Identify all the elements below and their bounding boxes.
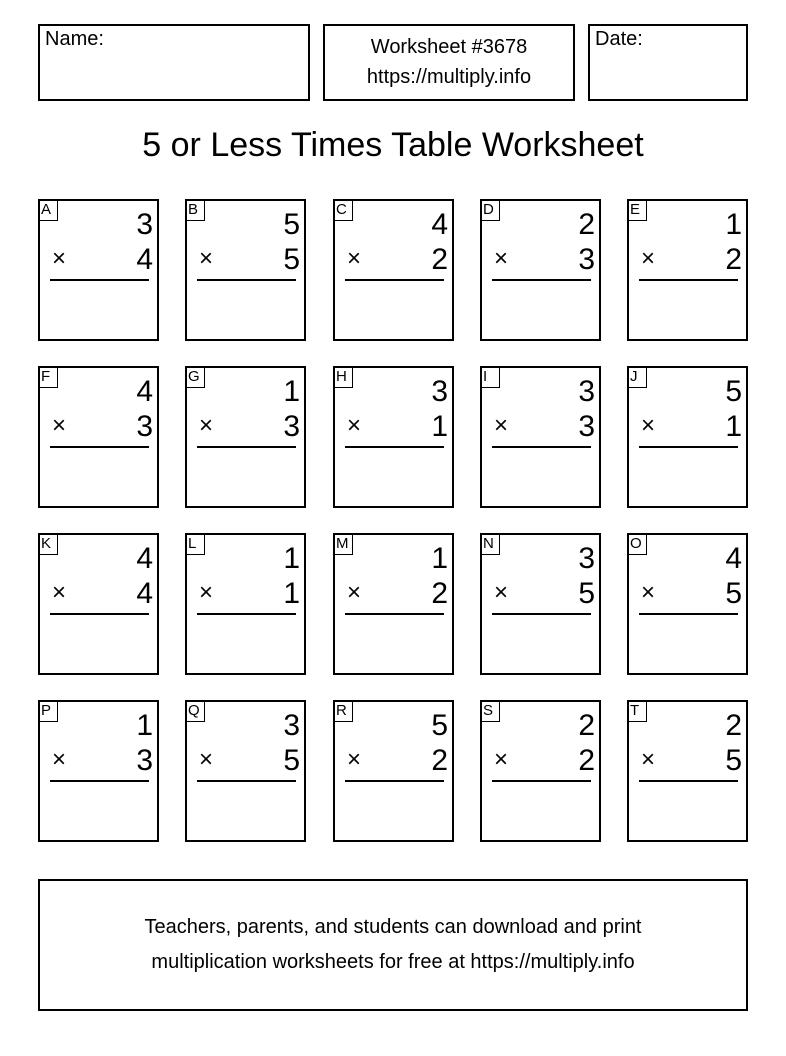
name-field-box[interactable]	[38, 24, 310, 101]
problem-card[interactable]	[38, 700, 159, 842]
times-sign: ×	[347, 412, 362, 439]
problem-card[interactable]	[333, 366, 454, 508]
answer-line	[639, 780, 738, 782]
problem-card[interactable]	[38, 533, 159, 675]
times-sign: ×	[52, 245, 67, 272]
answer-line	[492, 446, 591, 448]
problem-letter: S	[481, 701, 500, 722]
multiplicand: 1	[283, 375, 300, 408]
multiplier: 2	[431, 577, 448, 610]
multiplicand: 2	[578, 709, 595, 742]
footer-text-line-1: Teachers, parents, and students can download and print	[144, 916, 642, 938]
multiplicand: 4	[431, 208, 448, 241]
multiplier: 2	[578, 744, 595, 777]
multiplicand: 2	[578, 208, 595, 241]
times-sign: ×	[52, 412, 67, 439]
answer-line	[50, 780, 149, 782]
problem-card[interactable]	[38, 366, 159, 508]
times-sign: ×	[199, 412, 214, 439]
problem-letter: R	[334, 701, 353, 722]
times-sign: ×	[641, 245, 656, 272]
date-field-box[interactable]	[588, 24, 748, 101]
worksheet-number: Worksheet #3678	[370, 36, 528, 58]
date-label: Date:	[595, 28, 643, 50]
times-sign: ×	[641, 412, 656, 439]
problem-letter: G	[186, 367, 205, 388]
problem-letter: K	[39, 534, 58, 555]
problem-letter: B	[186, 200, 205, 221]
times-sign: ×	[494, 746, 509, 773]
multiplicand: 3	[578, 542, 595, 575]
answer-line	[639, 279, 738, 281]
multiplier: 3	[283, 410, 300, 443]
times-sign: ×	[347, 746, 362, 773]
multiplicand: 4	[136, 542, 153, 575]
answer-line	[345, 613, 444, 615]
answer-line	[492, 279, 591, 281]
problem-card[interactable]	[185, 199, 306, 341]
multiplier: 3	[578, 243, 595, 276]
multiplicand: 5	[725, 375, 742, 408]
problem-letter: M	[334, 534, 353, 555]
problem-letter: P	[39, 701, 58, 722]
problem-card[interactable]	[333, 199, 454, 341]
problem-card[interactable]	[627, 366, 748, 508]
times-sign: ×	[199, 746, 214, 773]
problem-letter: N	[481, 534, 500, 555]
problem-card[interactable]	[480, 700, 601, 842]
multiplicand: 1	[725, 208, 742, 241]
answer-line	[50, 279, 149, 281]
multiplicand: 4	[136, 375, 153, 408]
problem-card[interactable]	[333, 533, 454, 675]
problem-letter: L	[186, 534, 205, 555]
multiplicand: 5	[283, 208, 300, 241]
multiplier: 2	[725, 243, 742, 276]
multiplier: 2	[431, 243, 448, 276]
problem-letter: O	[628, 534, 647, 555]
times-sign: ×	[347, 245, 362, 272]
times-sign: ×	[52, 579, 67, 606]
multiplier: 3	[136, 410, 153, 443]
multiplicand: 2	[725, 709, 742, 742]
problem-letter: D	[481, 200, 500, 221]
multiplier: 1	[725, 410, 742, 443]
multiplier: 5	[725, 744, 742, 777]
answer-line	[50, 446, 149, 448]
answer-line	[197, 780, 296, 782]
multiplicand: 3	[578, 375, 595, 408]
multiplier: 5	[578, 577, 595, 610]
answer-line	[639, 446, 738, 448]
times-sign: ×	[494, 579, 509, 606]
multiplier: 5	[283, 744, 300, 777]
multiplier: 3	[136, 744, 153, 777]
times-sign: ×	[199, 579, 214, 606]
times-sign: ×	[494, 412, 509, 439]
multiplier: 4	[136, 577, 153, 610]
answer-line	[197, 446, 296, 448]
problem-letter: C	[334, 200, 353, 221]
times-sign: ×	[494, 245, 509, 272]
name-label: Name:	[45, 28, 104, 50]
times-sign: ×	[52, 746, 67, 773]
multiplicand: 5	[431, 709, 448, 742]
multiplier: 5	[283, 243, 300, 276]
answer-line	[345, 446, 444, 448]
multiplier: 1	[283, 577, 300, 610]
problem-letter: F	[39, 367, 58, 388]
problem-letter: H	[334, 367, 353, 388]
multiplier: 1	[431, 410, 448, 443]
multiplicand: 3	[431, 375, 448, 408]
problem-card[interactable]	[627, 199, 748, 341]
footer-box	[38, 879, 748, 1011]
problem-card[interactable]	[480, 199, 601, 341]
problem-letter: T	[628, 701, 647, 722]
answer-line	[492, 780, 591, 782]
problem-card[interactable]	[38, 199, 159, 341]
problem-letter: E	[628, 200, 647, 221]
multiplicand: 1	[136, 709, 153, 742]
times-sign: ×	[641, 746, 656, 773]
answer-line	[345, 279, 444, 281]
problem-card[interactable]	[627, 533, 748, 675]
problem-letter: J	[628, 367, 647, 388]
multiplicand: 4	[725, 542, 742, 575]
problem-card[interactable]	[333, 700, 454, 842]
problem-card[interactable]	[185, 533, 306, 675]
worksheet-title: 5 or Less Times Table Worksheet	[142, 126, 644, 164]
answer-line	[197, 279, 296, 281]
worksheet-info-box	[323, 24, 575, 101]
multiplicand: 3	[136, 208, 153, 241]
multiplier: 2	[431, 744, 448, 777]
multiplicand: 1	[283, 542, 300, 575]
problem-card[interactable]	[185, 700, 306, 842]
worksheet-url: https://multiply.info	[366, 66, 532, 88]
answer-line	[345, 780, 444, 782]
problem-letter: A	[39, 200, 58, 221]
problem-grid	[38, 199, 748, 842]
times-sign: ×	[641, 579, 656, 606]
footer-text-line-2: multiplication worksheets for free at https://multiply.info	[151, 951, 635, 973]
multiplier: 3	[578, 410, 595, 443]
answer-line	[492, 613, 591, 615]
answer-line	[639, 613, 738, 615]
problem-letter: I	[481, 367, 500, 388]
problem-card[interactable]	[185, 366, 306, 508]
problem-card[interactable]	[480, 366, 601, 508]
multiplier: 5	[725, 577, 742, 610]
problem-card[interactable]	[480, 533, 601, 675]
multiplicand: 3	[283, 709, 300, 742]
problem-card[interactable]	[627, 700, 748, 842]
problem-letter: Q	[186, 701, 205, 722]
multiplicand: 1	[431, 542, 448, 575]
answer-line	[197, 613, 296, 615]
times-sign: ×	[199, 245, 214, 272]
times-sign: ×	[347, 579, 362, 606]
multiplier: 4	[136, 243, 153, 276]
answer-line	[50, 613, 149, 615]
